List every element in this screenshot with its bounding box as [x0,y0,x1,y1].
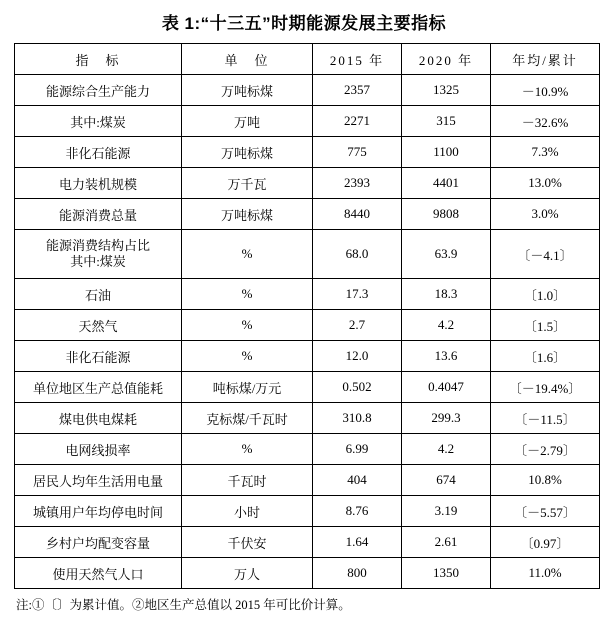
cell-value-average: －32.6% [491,106,600,137]
cell-indicator: 煤电供电煤耗 [15,403,182,434]
table-row [15,168,600,199]
cell-value-average: 11.0% [491,558,600,589]
cell-unit: 万吨 [182,106,313,137]
table-row [15,75,600,106]
cell-indicator: 电网线损率 [15,434,182,465]
cell-value-2015: 404 [313,465,402,496]
cell-value-2015: 12.0 [313,341,402,372]
column-header-2015: 2015 年 [313,44,402,75]
table-row [15,310,600,341]
cell-unit: 千伏安 [182,527,313,558]
cell-value-average: 7.3% [491,137,600,168]
table-row [15,137,600,168]
table-row [15,403,600,434]
cell-value-2020: 1325 [402,75,491,106]
cell-value-2015: 6.99 [313,434,402,465]
cell-value-average: 〔－5.57〕 [491,496,600,527]
cell-unit: 吨标煤/万元 [182,372,313,403]
cell-unit: 克标煤/千瓦时 [182,403,313,434]
table-row [15,341,600,372]
cell-value-average: 〔1.0〕 [491,279,600,310]
table-row [15,106,600,137]
table-row [15,465,600,496]
cell-indicator: 乡村户均配变容量 [15,527,182,558]
column-header-2020: 2020 年 [402,44,491,75]
cell-value-2015: 68.0 [313,230,402,279]
cell-unit: 万吨标煤 [182,137,313,168]
cell-value-average: 10.8% [491,465,600,496]
cell-value-2020: 18.3 [402,279,491,310]
table-row [15,434,600,465]
cell-value-average: 3.0% [491,199,600,230]
cell-value-average: 〔1.5〕 [491,310,600,341]
table-row [15,372,600,403]
cell-value-2015: 2393 [313,168,402,199]
cell-unit: % [182,434,313,465]
cell-value-average: 〔0.97〕 [491,527,600,558]
cell-value-2020: 4.2 [402,310,491,341]
cell-indicator: 使用天然气人口 [15,558,182,589]
energy-indicators-table [14,43,600,589]
cell-value-2020: 4.2 [402,434,491,465]
cell-indicator: 非化石能源 [15,137,182,168]
cell-value-average: 13.0% [491,168,600,199]
cell-indicator: 能源综合生产能力 [15,75,182,106]
cell-indicator: 天然气 [15,310,182,341]
column-header-indicator: 指 标 [15,44,182,75]
cell-value-average: －10.9% [491,75,600,106]
cell-unit: 万千瓦 [182,168,313,199]
table-header [15,44,600,75]
document-page [0,9,608,639]
cell-value-2015: 8.76 [313,496,402,527]
cell-unit: 万吨标煤 [182,75,313,106]
cell-value-2015: 0.502 [313,372,402,403]
cell-indicator: 电力装机规模 [15,168,182,199]
cell-value-2020: 674 [402,465,491,496]
cell-indicator: 非化石能源 [15,341,182,372]
cell-value-average: 〔－4.1〕 [491,230,600,279]
cell-value-2020: 299.3 [402,403,491,434]
cell-unit: 千瓦时 [182,465,313,496]
cell-unit: 万人 [182,558,313,589]
cell-value-2020: 3.19 [402,496,491,527]
cell-value-2015: 775 [313,137,402,168]
cell-value-average: 〔－19.4%〕 [491,372,600,403]
table-body [15,75,600,589]
cell-value-2020: 315 [402,106,491,137]
table-row [15,230,600,279]
table-row [15,527,600,558]
cell-value-2015: 2.7 [313,310,402,341]
cell-value-2020: 0.4047 [402,372,491,403]
cell-unit: 小时 [182,496,313,527]
cell-indicator: 居民人均年生活用电量 [15,465,182,496]
cell-value-2015: 1.64 [313,527,402,558]
cell-unit: % [182,310,313,341]
cell-unit: % [182,341,313,372]
cell-unit: % [182,230,313,279]
table-note: 注:①〔〕为累计值。②地区生产总值以 2015 年可比价计算。 [16,598,351,612]
cell-value-2020: 9808 [402,199,491,230]
cell-value-2020: 1350 [402,558,491,589]
cell-value-2020: 2.61 [402,527,491,558]
cell-value-2015: 2357 [313,75,402,106]
table-header-row [15,44,600,75]
table-row [15,496,600,527]
column-header-unit: 单 位 [182,44,313,75]
cell-value-2020: 4401 [402,168,491,199]
cell-value-average: 〔－2.79〕 [491,434,600,465]
cell-indicator: 单位地区生产总值能耗 [15,372,182,403]
cell-value-2015: 2271 [313,106,402,137]
cell-value-2020: 63.9 [402,230,491,279]
cell-indicator: 能源消费结构占比 其中:煤炭 [15,230,182,279]
cell-indicator: 其中:煤炭 [15,106,182,137]
cell-value-2015: 17.3 [313,279,402,310]
cell-indicator: 石油 [15,279,182,310]
table-row [15,199,600,230]
cell-unit: % [182,279,313,310]
cell-value-2015: 800 [313,558,402,589]
cell-unit: 万吨标煤 [182,199,313,230]
cell-value-2020: 13.6 [402,341,491,372]
cell-indicator: 能源消费总量 [15,199,182,230]
table-row [15,558,600,589]
cell-value-average: 〔1.6〕 [491,341,600,372]
table-row [15,279,600,310]
cell-value-2020: 1100 [402,137,491,168]
cell-value-average: 〔－11.5〕 [491,403,600,434]
page-title: 表 1:“十三五”时期能源发展主要指标 [161,14,447,33]
cell-value-2015: 310.8 [313,403,402,434]
cell-indicator: 城镇用户年均停电时间 [15,496,182,527]
cell-value-2015: 8440 [313,199,402,230]
column-header-average: 年均/累计 [491,44,600,75]
